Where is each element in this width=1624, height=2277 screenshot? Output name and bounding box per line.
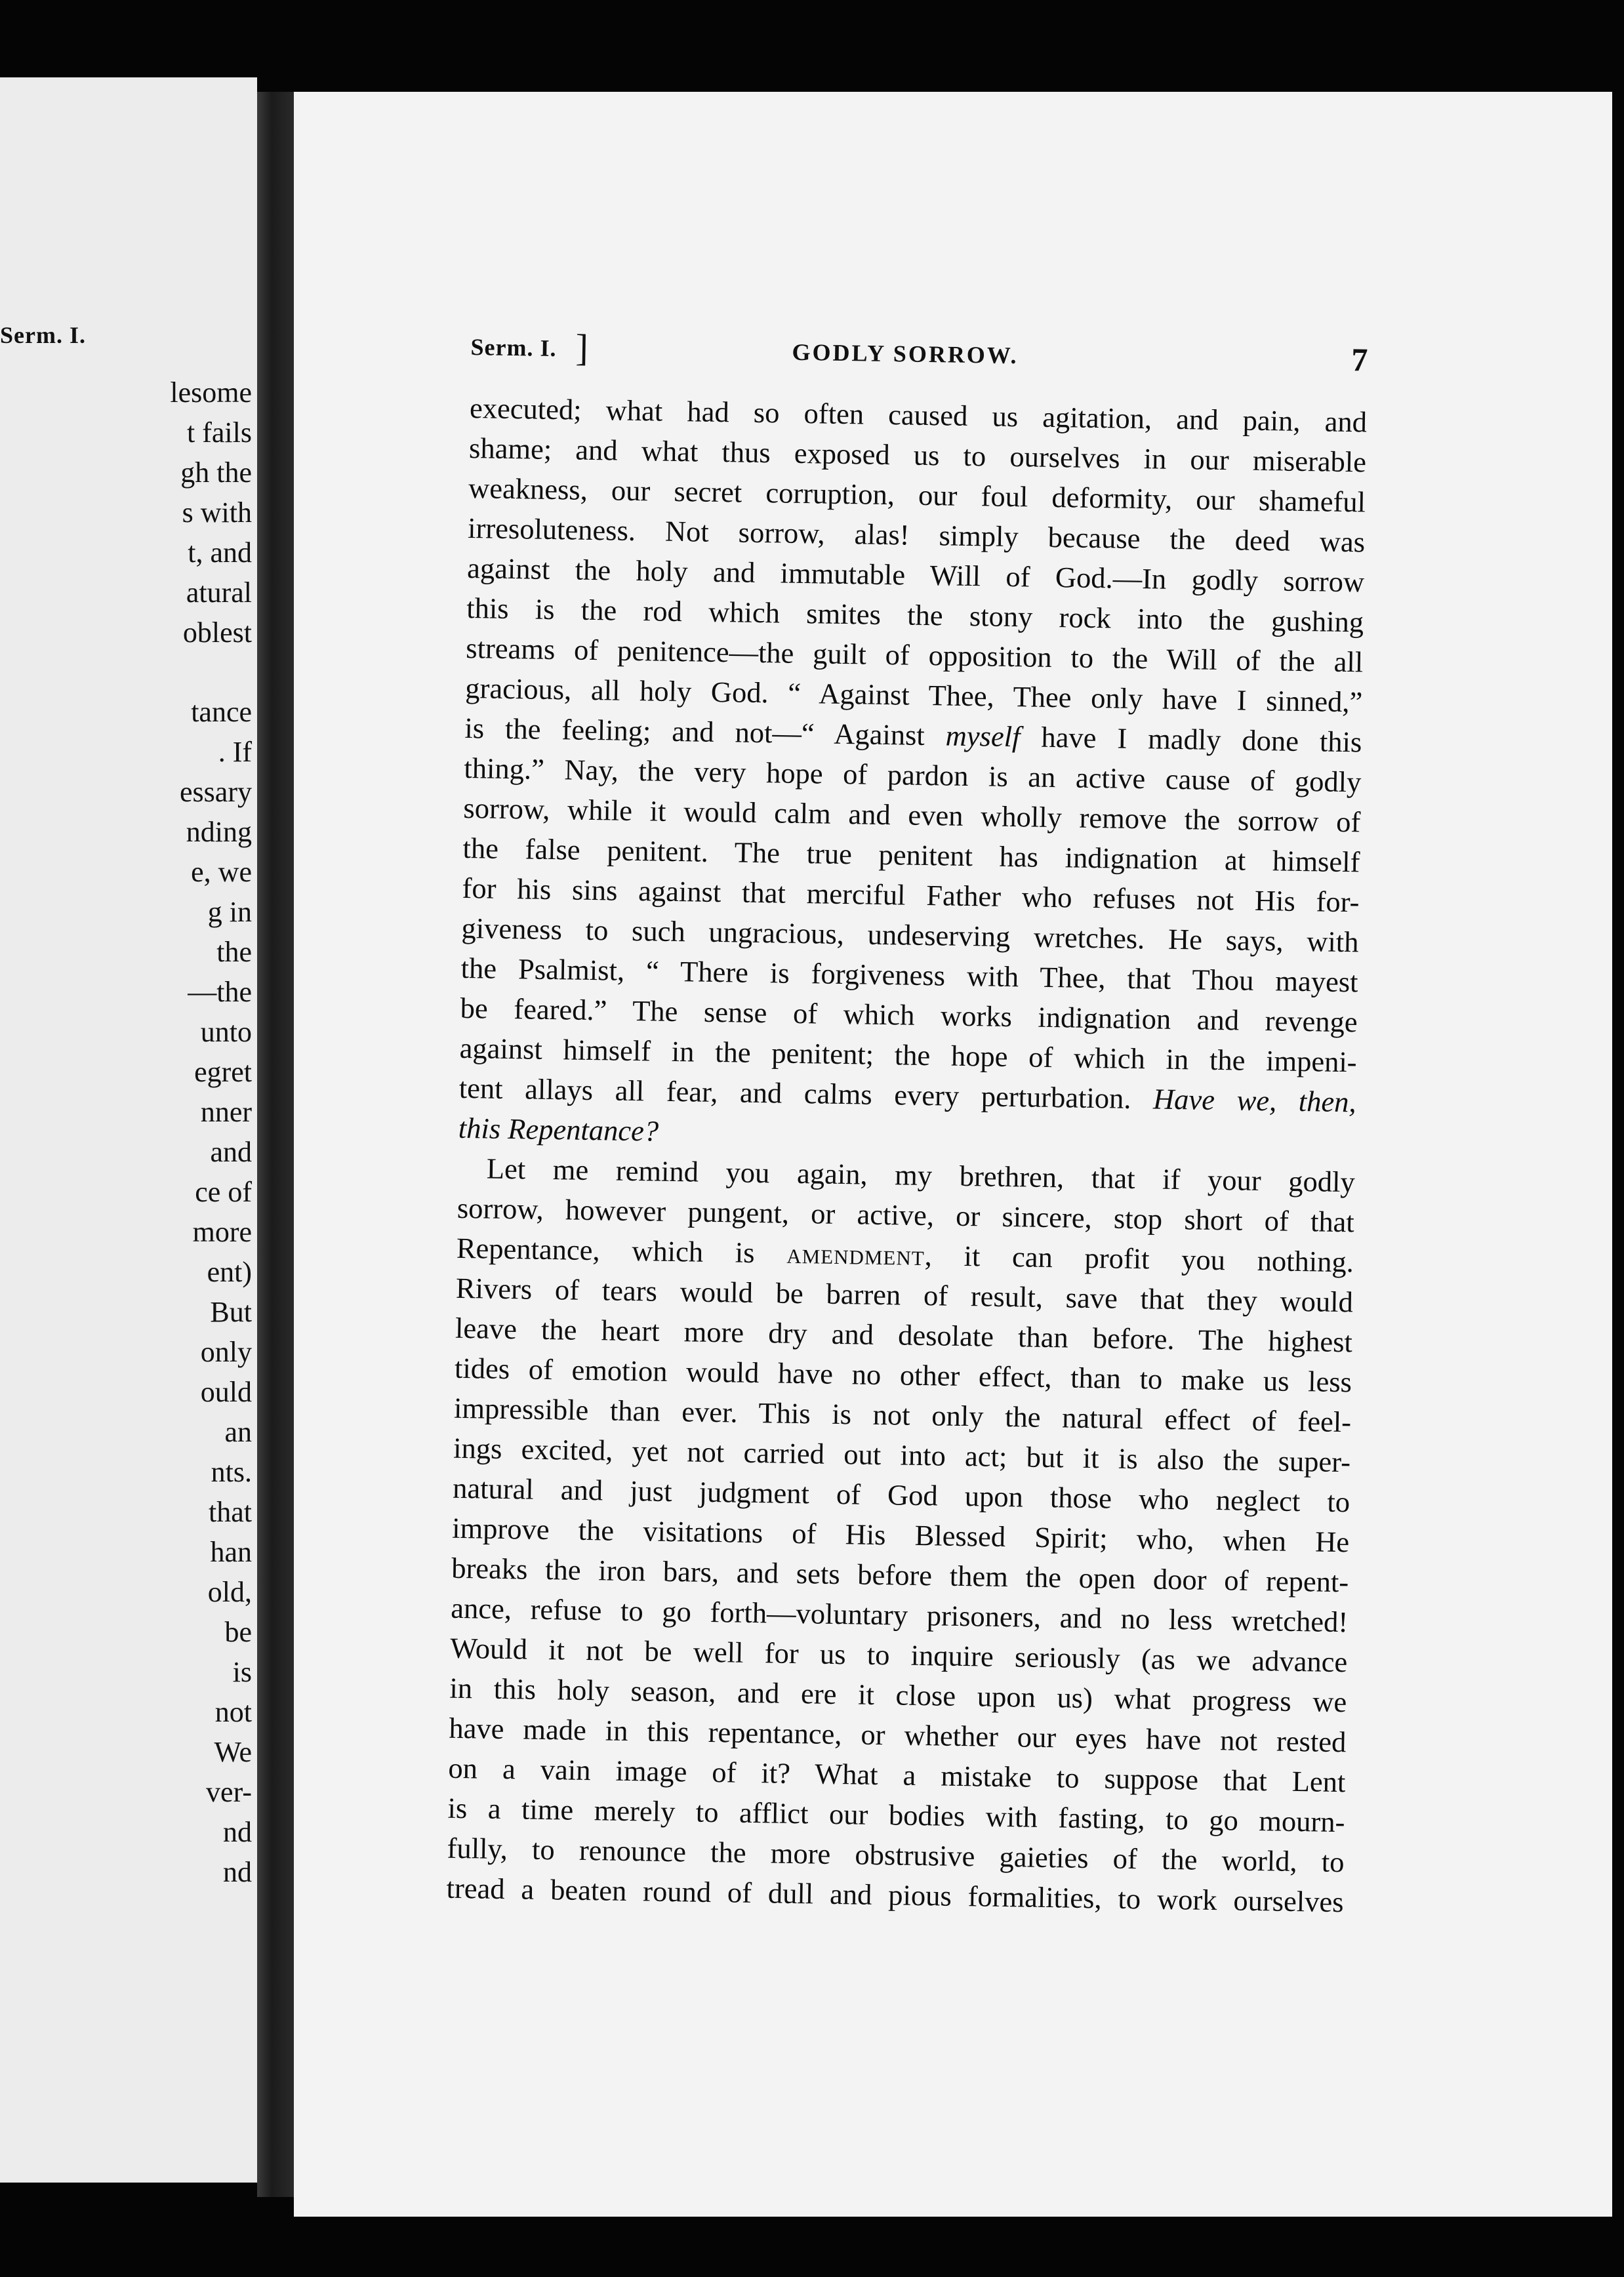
facing-page-line: old, xyxy=(207,1576,252,1608)
facing-page-line: oblest xyxy=(182,616,252,649)
text-line: this is the rod which smites the stony rock into the gushing xyxy=(466,591,1364,639)
text-line: have made in this repentance, or whether our eyes have not rested xyxy=(449,1711,1347,1759)
text-run: , it can profit you nothing. xyxy=(924,1239,1354,1279)
running-head-bracket: ] xyxy=(575,326,589,369)
facing-page-line xyxy=(170,653,252,692)
text-line: fully, to renounce the more obstrusive gaieties of the world, to xyxy=(447,1831,1345,1879)
facing-page-running-head: Serm. I. xyxy=(0,322,86,348)
facing-page-line: ould xyxy=(200,1376,252,1408)
text-line: in this holy season, and ere it close upon us) what progress we xyxy=(449,1671,1347,1719)
text-line: ance, refuse to go forth—voluntary prisoners, and no less wretched! xyxy=(450,1591,1349,1639)
text-line: giveness to such ungracious, undeserving wretches. He says, with xyxy=(461,911,1359,959)
text-line: is a time merely to afflict our bodies with fasting, to go mourn- xyxy=(447,1791,1345,1839)
facing-page-line: ce of xyxy=(195,1176,252,1208)
text-line: irresoluteness. Not sorrow, alas! simply because the deed was xyxy=(467,511,1366,559)
text-line: thing.” Nay, the very hope of pardon is an active cause of godly xyxy=(464,751,1362,799)
running-head-sermon: Serm. I. xyxy=(470,333,557,362)
facing-page-line: g in xyxy=(207,896,252,928)
text-line: ings excited, yet not carried out into act; but it is also the super- xyxy=(453,1431,1351,1479)
facing-page-line: essary xyxy=(180,776,252,808)
text-line: gracious, all holy God. “ Against Thee, Thee only have I sinned,” xyxy=(465,671,1363,719)
italic-text: myself xyxy=(945,719,1021,754)
facing-page-line: that xyxy=(209,1496,252,1528)
facing-page-line: be xyxy=(224,1616,252,1648)
page-right xyxy=(294,92,1612,2217)
text-line: improve the visitations of His Blessed Spirit; who, when He xyxy=(451,1511,1350,1559)
facing-page-line: —the xyxy=(188,976,252,1008)
text-line: be feared.” The sense of which works indignation and revenge xyxy=(460,991,1358,1039)
text-run: is the feeling; and not—“ Against xyxy=(464,711,946,752)
facing-page-line: more xyxy=(192,1216,252,1248)
facing-page-line: . If xyxy=(218,736,252,768)
text-run: Repentance, which is xyxy=(456,1231,787,1270)
text-line: breaks the iron bars, and sets before them the open door of repent- xyxy=(451,1551,1349,1599)
text-line: against the holy and immutable Will of God.—In godly sorrow xyxy=(466,551,1365,599)
page-number: 7 xyxy=(1351,341,1368,378)
facing-page-line: an xyxy=(224,1416,252,1448)
facing-page-line: t, and xyxy=(188,536,252,569)
text-line: tides of emotion would have no other effect, than to make us less xyxy=(454,1351,1352,1399)
text-line: sorrow, however pungent, or active, or sincere, stop short of that xyxy=(457,1191,1355,1239)
text-run: have I madly done this xyxy=(1020,720,1362,759)
book-gutter-shadow xyxy=(257,92,294,2197)
running-head xyxy=(470,326,1368,389)
facing-page-line: ent) xyxy=(207,1256,252,1288)
text-line: impressible than ever. This is not only the natural effect of feel- xyxy=(453,1391,1352,1439)
facing-page-line: t fails xyxy=(187,416,252,449)
facing-page-line: ver- xyxy=(206,1776,252,1808)
text-line: Rivers of tears would be barren of result, save that they would xyxy=(455,1271,1354,1319)
text-line: streams of penitence—the guilt of opposition to the Will of the all xyxy=(465,631,1364,679)
body-text xyxy=(446,388,1367,1922)
facing-page-line: the xyxy=(216,936,252,968)
text-line: the false penitent. The true penitent has indignation at himself xyxy=(462,831,1360,879)
facing-page-line: nd xyxy=(223,1856,252,1888)
facing-page-line: and xyxy=(210,1136,252,1168)
text-run: tent allays all fear, and calms every perturbation. xyxy=(458,1071,1154,1116)
facing-page-line: atural xyxy=(186,576,252,609)
facing-page-line: tance xyxy=(191,696,252,728)
facing-page-line: nd xyxy=(223,1816,252,1848)
page-content xyxy=(446,326,1368,1922)
facing-page-line: We xyxy=(214,1736,252,1768)
facing-page-line: e, we xyxy=(191,856,252,888)
facing-page-line: gh the xyxy=(180,456,252,489)
text-line: tread a beaten round of dull and pious formalities, to work ourselves xyxy=(446,1871,1344,1919)
facing-page-line: nts. xyxy=(211,1456,252,1488)
text-line: leave the heart more dry and desolate than before. The highest xyxy=(455,1311,1353,1359)
facing-page-text-fragments xyxy=(170,373,252,1892)
facing-page-line: not xyxy=(214,1696,252,1728)
text-line: Let me remind you again, my brethren, that if your godly xyxy=(486,1152,1356,1199)
facing-page-line: lesome xyxy=(170,376,252,409)
text-line: sorrow, while it would calm and even wholly remove the sorrow of xyxy=(463,791,1361,839)
text-line: the Psalmist, “ There is forgiveness with Thee, that Thou mayest xyxy=(460,951,1358,999)
running-head-title: GODLY SORROW. xyxy=(792,338,1019,369)
facing-page-line: is xyxy=(232,1656,252,1688)
italic-text: this Repentance? xyxy=(458,1111,659,1148)
text-line: for his sins against that merciful Father who refuses not His for- xyxy=(462,871,1360,919)
text-line: Would it not be well for us to inquire seriously (as we advance xyxy=(450,1631,1348,1679)
facing-page-line: nding xyxy=(186,816,252,848)
text-line: against himself in the penitent; the hope of which in the impeni- xyxy=(459,1031,1358,1079)
text-line: shame; and what thus exposed us to ourselves in our miserable xyxy=(468,431,1367,479)
small-caps-text: amendment xyxy=(786,1236,925,1272)
facing-page-line: han xyxy=(210,1536,252,1568)
facing-page-line: s with xyxy=(182,496,252,529)
facing-page-line: only xyxy=(200,1336,252,1368)
facing-page-left xyxy=(0,77,257,2183)
facing-page-line: nner xyxy=(200,1096,252,1128)
italic-text: Have we, then, xyxy=(1152,1082,1357,1119)
text-line: natural and just judgment of God upon those who neglect to xyxy=(452,1471,1350,1519)
text-line: weakness, our secret corruption, our foul deformity, our shameful xyxy=(468,471,1366,519)
facing-page-line: unto xyxy=(200,1016,252,1048)
facing-page-line: egret xyxy=(194,1056,252,1088)
text-line: executed; what had so often caused us agitation, and pain, and xyxy=(469,391,1368,439)
text-line: on a vain image of it? What a mistake to suppose that Lent xyxy=(448,1751,1346,1799)
facing-page-line: But xyxy=(210,1296,252,1328)
